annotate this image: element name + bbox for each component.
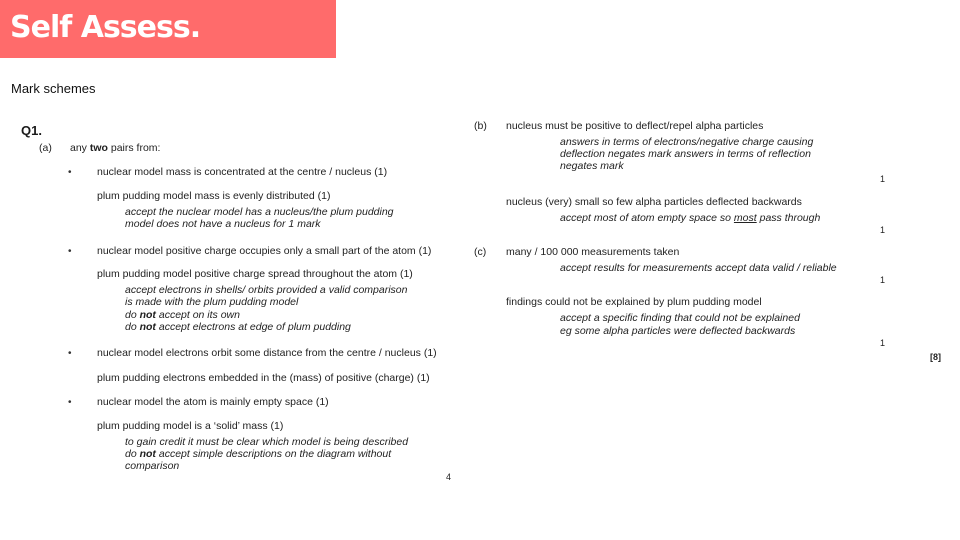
item-2-plum: plum pudding model positive charge spread throughout the atom (1): [97, 268, 413, 280]
part-b-mark-2: 1: [880, 225, 886, 235]
total-marks: [8]: [930, 352, 941, 362]
part-c-note-2: accept a specific finding that could not be explained: [560, 312, 800, 324]
part-a-label: (a): [39, 142, 52, 154]
item-2-note: is made with the plum pudding model: [125, 296, 299, 308]
part-c-line-1: many / 100 000 measurements taken: [506, 246, 680, 258]
part-b-note: deflection negates mark answers in terms of reflection: [560, 148, 811, 160]
item-2-note: accept electrons in shells/ orbits provided a valid comparison: [125, 284, 408, 296]
item-1-note: accept the nuclear model has a nucleus/the plum pudding: [125, 206, 394, 218]
question-number: Q1.: [21, 123, 42, 138]
item-3-plum: plum pudding electrons embedded in the (mass) of positive (charge) (1): [97, 372, 430, 384]
part-a-intro: [70, 142, 160, 154]
item-4-note: comparison: [125, 460, 180, 472]
item-1-note: model does not have a nucleus for 1 mark: [125, 218, 321, 230]
title-banner: [0, 0, 336, 58]
part-a-intro-bold: two: [89, 142, 108, 154]
part-b-note: answers in terms of electrons/negative charge causing: [560, 136, 814, 148]
part-c-note-1: accept results for measurements accept data valid / reliable: [560, 262, 837, 274]
item-3-nuclear: nuclear model electrons orbit some distance from the centre / nucleus (1): [97, 347, 437, 359]
part-b-note-2-text: accept most of atom empty space so: [560, 212, 734, 224]
part-b-note-2-rest: pass through: [756, 212, 821, 224]
item-4-nuclear: nuclear model the atom is mainly empty space (1): [97, 396, 329, 408]
mark-schemes-heading: Mark schemes: [11, 81, 96, 96]
part-c-label: (c): [474, 246, 487, 258]
part-c-note-2: eg some alpha particles were deflected backwards: [560, 325, 796, 337]
item-2-note-text: do not accept on its own: [125, 309, 240, 321]
item-2-nuclear: nuclear model positive charge occupies only a small part of the atom (1): [97, 245, 432, 257]
bullet: •: [68, 167, 72, 178]
bullet: •: [68, 348, 72, 359]
part-a-mark: 4: [446, 472, 452, 482]
item-4-note: to gain credit it must be clear which model is being described: [125, 436, 409, 448]
part-b-line-1: nucleus must be positive to deflect/repel alpha particles: [506, 120, 764, 132]
part-b-label: (b): [474, 120, 487, 132]
item-1-plum: plum pudding model mass is evenly distributed (1): [97, 190, 331, 202]
part-b-mark-1: 1: [880, 174, 886, 184]
bullet: •: [68, 397, 72, 408]
part-c-mark-1: 1: [880, 275, 886, 285]
part-c-line-2: findings could not be explained by plum pudding model: [506, 296, 762, 308]
item-4-note: do not accept simple descriptions on the diagram without: [125, 448, 392, 460]
part-a-intro-rest: pairs from:: [107, 142, 161, 154]
part-b-note-2-underline: most: [733, 212, 757, 224]
part-b-note-2: [560, 212, 820, 224]
part-c-mark-2: 1: [880, 338, 886, 348]
part-b-note: negates mark: [560, 160, 624, 172]
part-a-intro-text: any: [70, 142, 90, 154]
bullet: •: [68, 246, 72, 257]
page-title: Self Assess.: [10, 10, 201, 45]
part-b-line-2: nucleus (very) small so few alpha particles deflected backwards: [506, 196, 802, 208]
item-1-nuclear: nuclear model mass is concentrated at the centre / nucleus (1): [97, 166, 388, 178]
item-4-plum: plum pudding model is a ‘solid’ mass (1): [97, 420, 284, 432]
item-2-note: do not accept electrons at edge of plum pudding: [125, 321, 351, 333]
item-2-note: [125, 309, 240, 321]
